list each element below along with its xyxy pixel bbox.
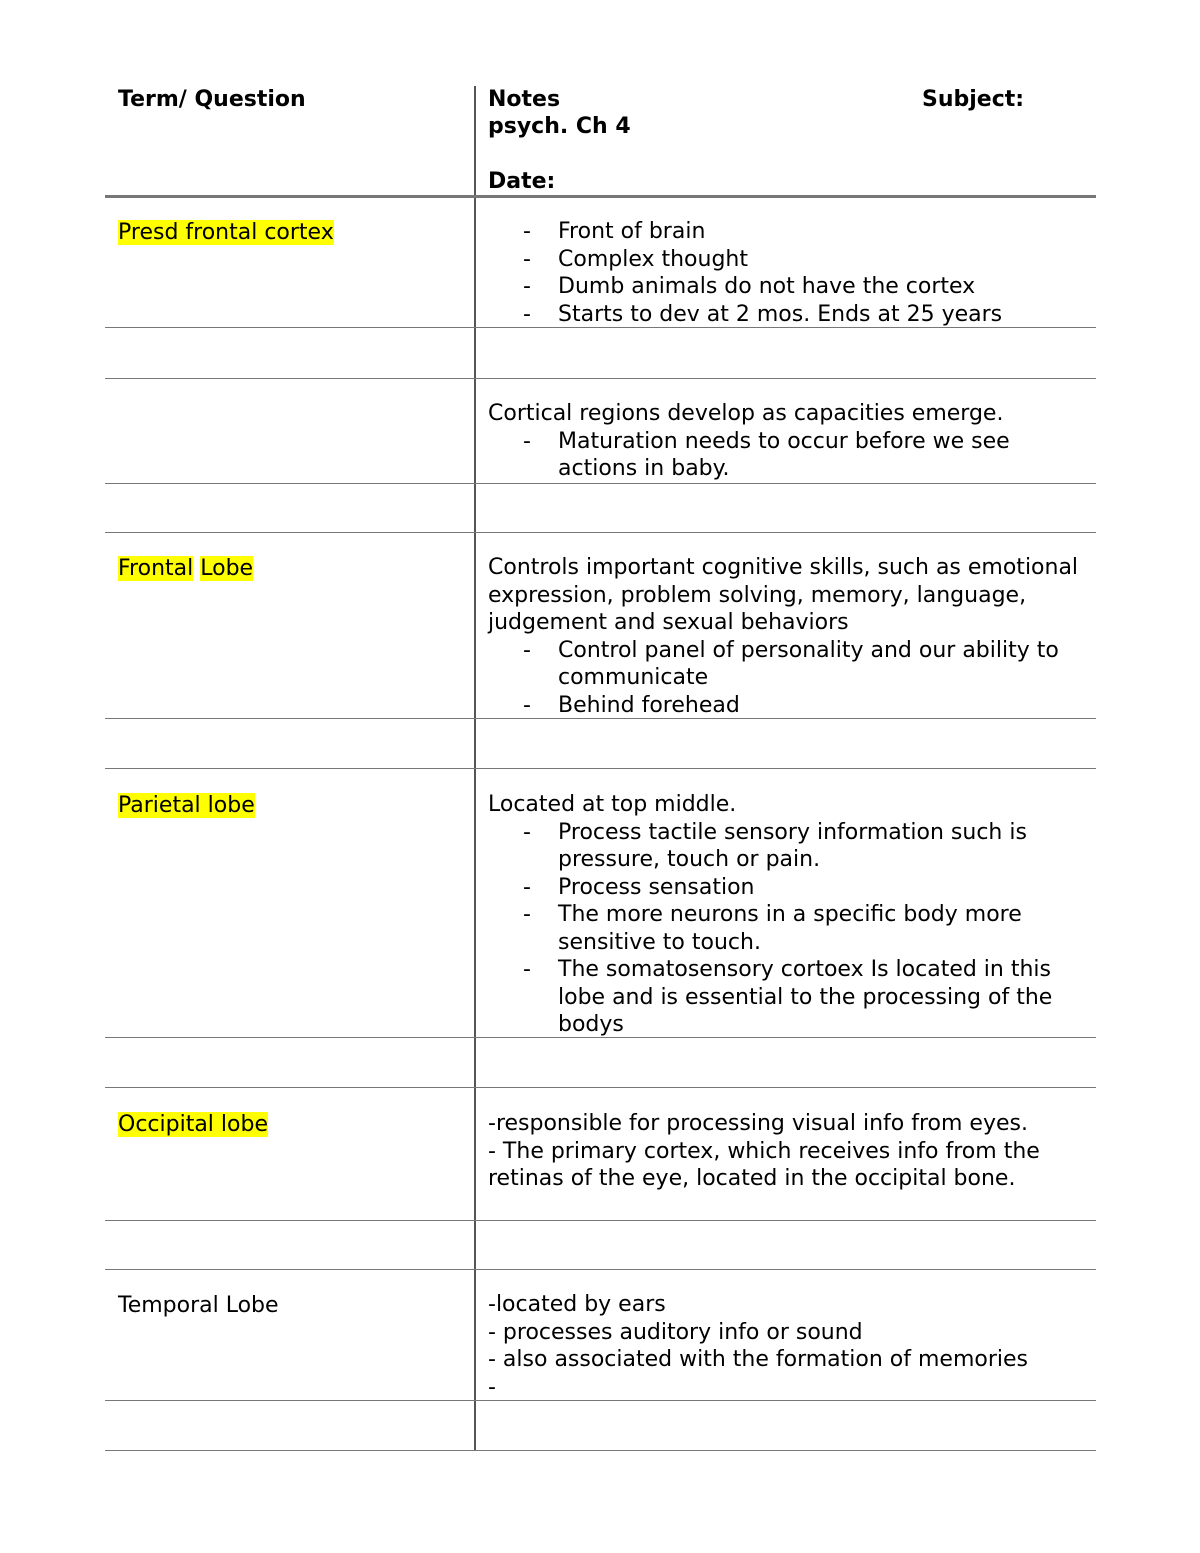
term-cell xyxy=(118,555,253,582)
bullet-item: - Maturation needs to occur before we see actions in baby. xyxy=(558,428,1088,483)
note-line: -responsible for processing visual info from eyes. xyxy=(488,1111,1028,1136)
term-occipital-lobe: Occipital lobe xyxy=(118,1112,268,1137)
header-rule xyxy=(105,195,1096,198)
note-line: -located by ears xyxy=(488,1292,666,1317)
bullet-item: - The somatosensory cortoex Is located in this lobe and is essential to the processing of the bodys xyxy=(558,956,1088,1039)
term-lobe: Lobe xyxy=(200,556,254,581)
notes-cell xyxy=(488,554,1088,719)
note-paragraph: Controls important cognitive skills, such as emotional expression, problem solving, memory, language, judgement and sexual behaviors xyxy=(488,555,1079,635)
term-cell xyxy=(118,1292,279,1319)
bullet-list xyxy=(488,819,1088,1039)
term-cell xyxy=(118,792,255,819)
notes-column-header: Notes xyxy=(488,87,561,112)
row-rule xyxy=(105,1450,1096,1451)
notes-cell xyxy=(488,218,1088,328)
bullet-item: - Starts to dev at 2 mos. Ends at 25 years xyxy=(558,301,1088,329)
term-temporal-lobe: Temporal Lobe xyxy=(118,1293,279,1318)
term-prefrontal-cortex: Presd frontal cortex xyxy=(118,220,334,245)
note-line: - processes auditory info or sound xyxy=(488,1319,863,1345)
row-rule xyxy=(105,378,1096,379)
bullet-item: - The more neurons in a specific body more sensitive to touch. xyxy=(558,901,1088,956)
bullet-item: - Front of brain xyxy=(558,218,1088,246)
note-line: - also associated with the formation of memories xyxy=(488,1347,1028,1372)
notes-cell xyxy=(488,791,1088,1039)
note-line: - xyxy=(488,1374,496,1400)
notes-cell xyxy=(488,1291,1088,1401)
bullet-item: - Complex thought xyxy=(558,246,1088,274)
row-rule xyxy=(105,483,1096,484)
subject-label: Subject: xyxy=(922,87,1025,112)
term-cell xyxy=(118,219,334,246)
bullet-item: - Dumb animals do not have the cortex xyxy=(558,273,1088,301)
note-paragraph: Located at top middle. xyxy=(488,792,737,817)
row-rule xyxy=(105,532,1096,533)
bullet-item: - Control panel of personality and our ability to communicate xyxy=(558,637,1088,692)
row-rule xyxy=(105,1220,1096,1221)
term-column-header: Term/ Question xyxy=(118,87,306,112)
note-paragraph: Cortical regions develop as capacities emerge. xyxy=(488,401,1004,426)
bullet-item: - Behind forehead xyxy=(558,692,1088,720)
bullet-list xyxy=(488,637,1088,720)
row-rule xyxy=(105,1269,1096,1270)
bullet-list xyxy=(488,218,1088,328)
bullet-item: - Process tactile sensory information such is pressure, touch or pain. xyxy=(558,819,1088,874)
notes-cell xyxy=(488,1110,1088,1193)
bullet-list xyxy=(488,428,1088,483)
term-parietal-lobe: Parietal lobe xyxy=(118,793,255,818)
notes-cell xyxy=(488,400,1088,483)
subject-value: psych. Ch 4 xyxy=(488,114,631,139)
term-frontal: Frontal xyxy=(118,556,194,581)
row-rule xyxy=(105,1087,1096,1088)
term-cell xyxy=(118,1111,268,1138)
row-rule xyxy=(105,768,1096,769)
bullet-item: - Process sensation xyxy=(558,874,1088,902)
date-label: Date: xyxy=(488,169,556,194)
note-line: - The primary cortex, which receives info from the retinas of the eye, located in the occipital bone. xyxy=(488,1138,1040,1191)
